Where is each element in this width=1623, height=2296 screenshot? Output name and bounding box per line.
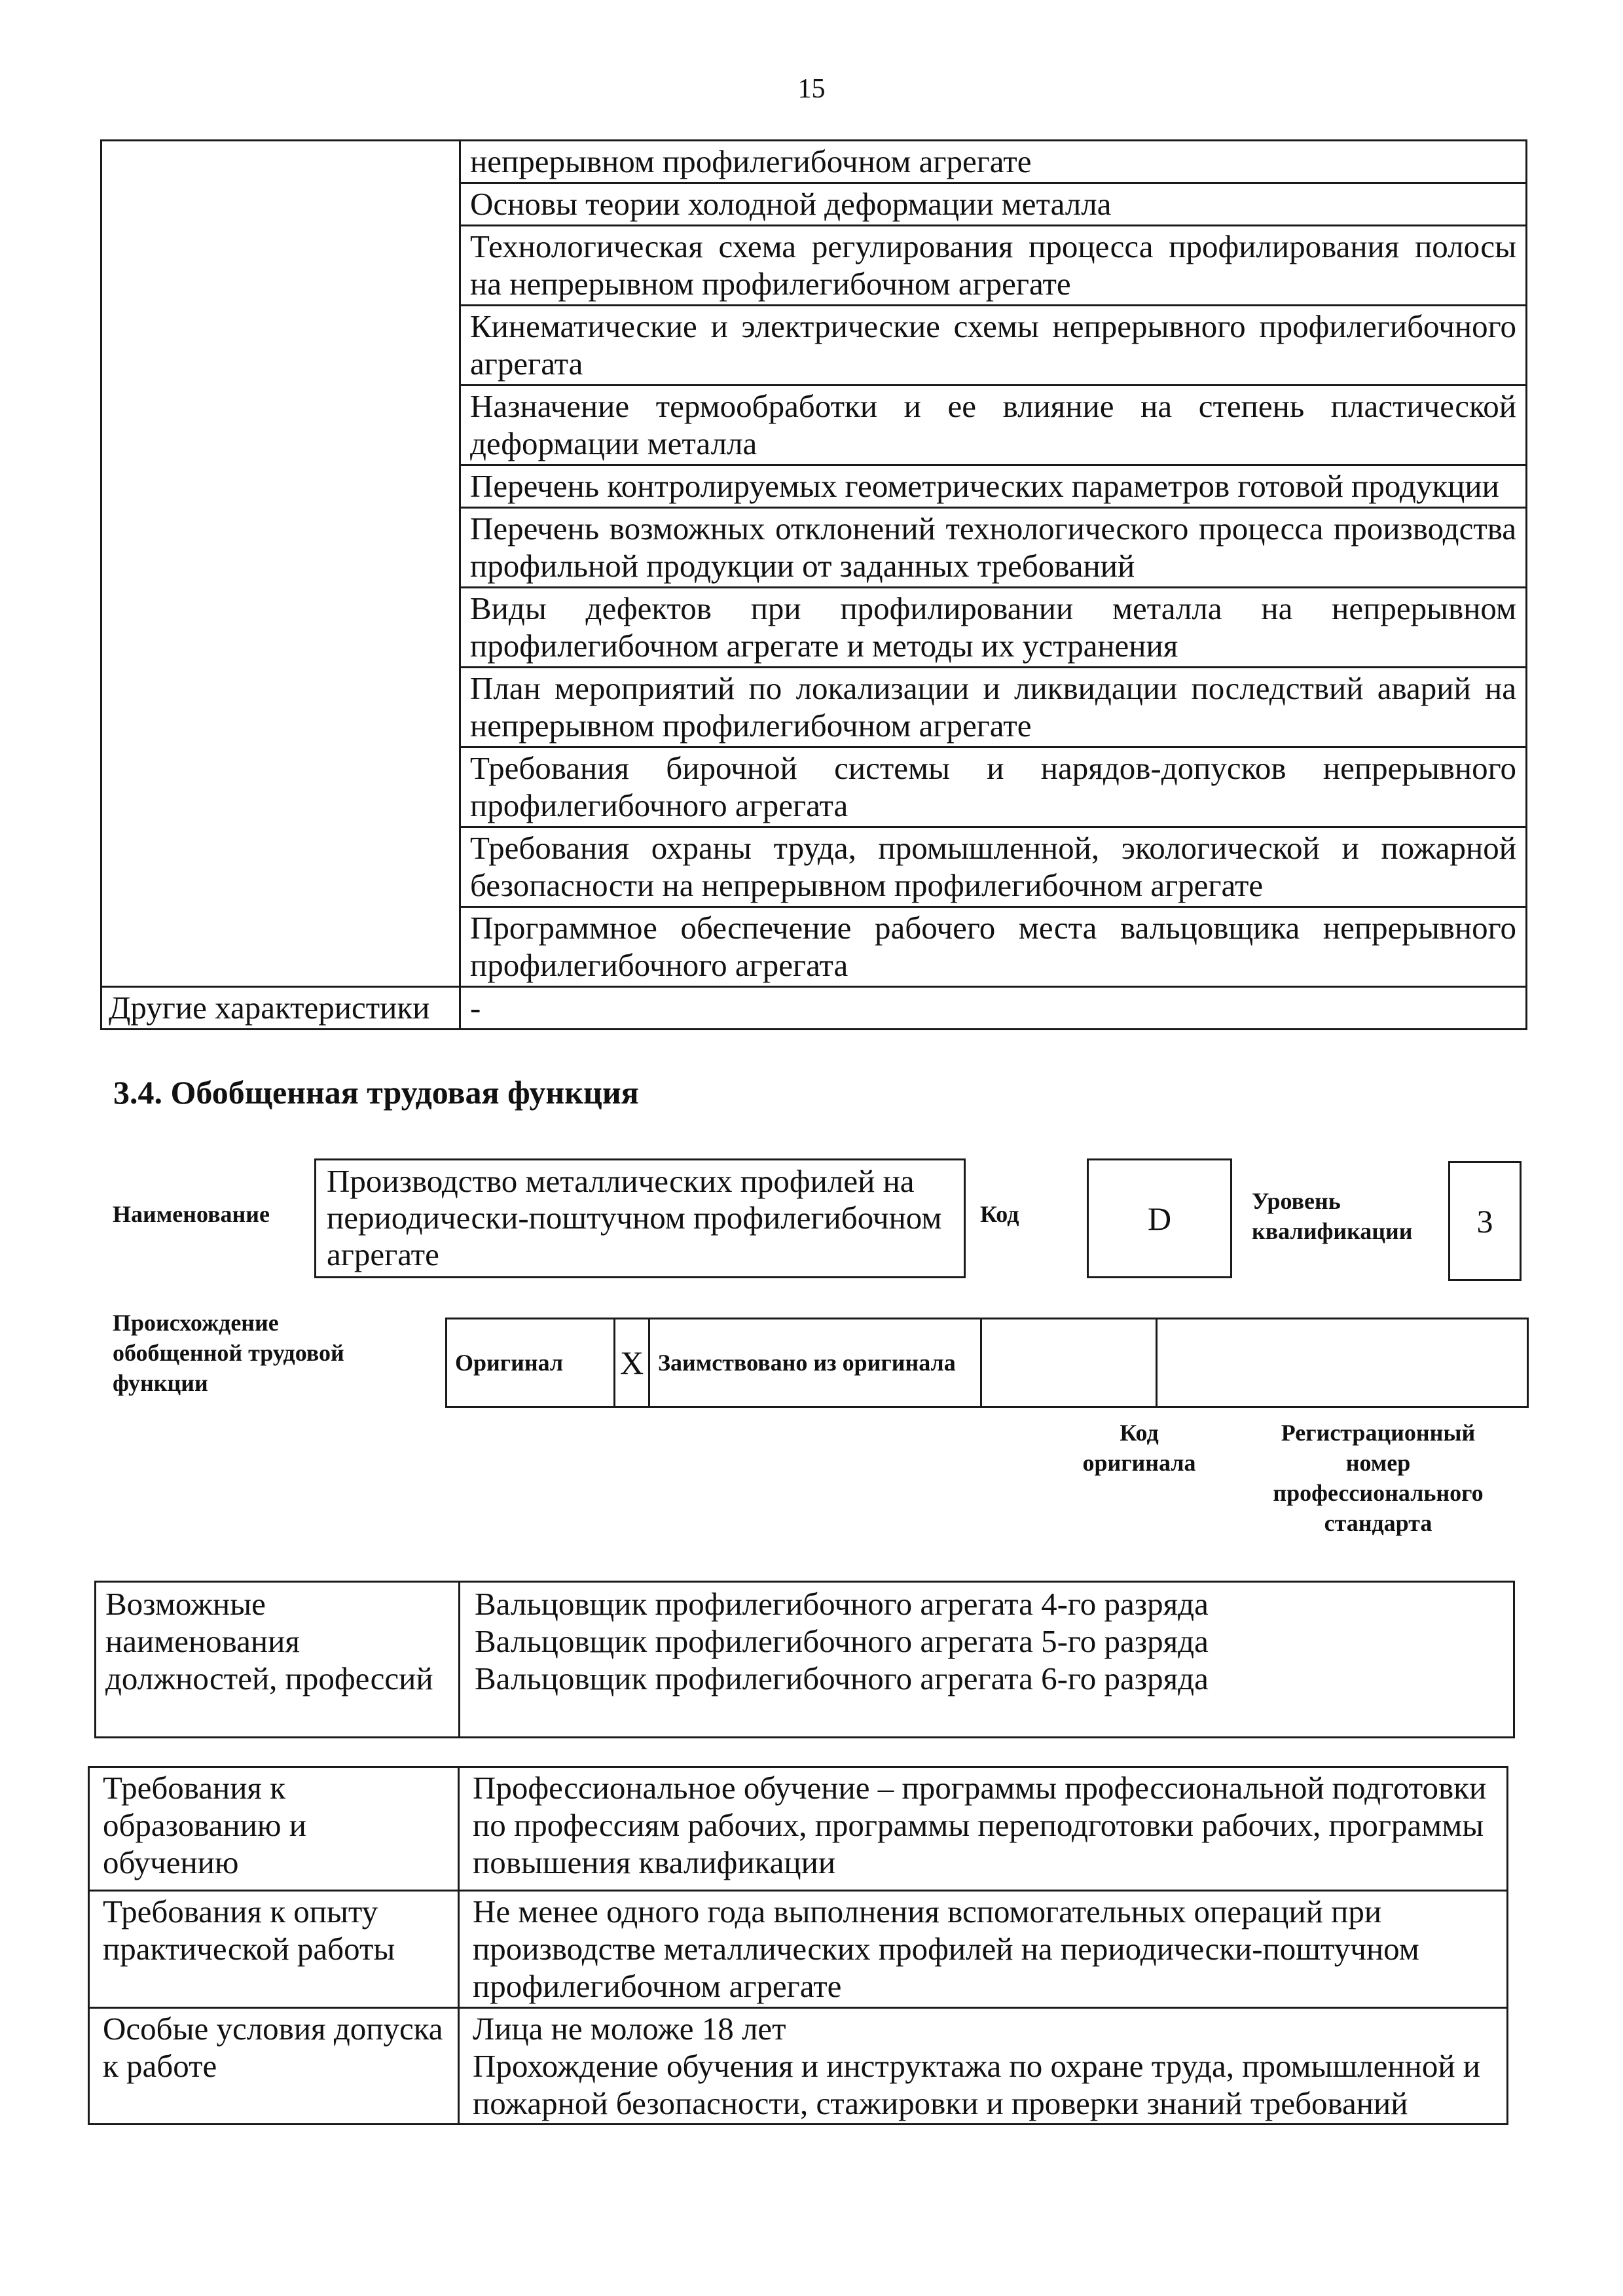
requirements-table (88, 1766, 1508, 2125)
registration-number-caption: Регистрационный номер профессионального стандарта (1273, 1420, 1484, 1536)
experience-label: Требования к опыту практической работы (89, 1891, 459, 2008)
knowledge-item: непрерывном профилегибочном агрегате (460, 141, 1527, 183)
origin-row (447, 1319, 1528, 1407)
page-number: 15 (797, 74, 826, 104)
original-mark: X (615, 1319, 649, 1407)
code-label: Код (980, 1201, 1019, 1227)
condition-item: Прохождение обучения и инструктажа по охране труда, промышленной и пожарной безопасности, стажировки и проверки знаний требований (473, 2048, 1481, 2121)
registration-number-cell (1157, 1319, 1528, 1407)
knowledge-item: Перечень контролируемых геометрических параметров готовой продукции (460, 465, 1527, 508)
code-value-box: D (1087, 1158, 1232, 1278)
knowledge-item: Требования бирочной системы и нарядов-допусков непрерывного профилегибочного агрегата (460, 747, 1527, 827)
knowledge-item: Технологическая схема регулирования процесса профилирования полосы на непрерывном профилегибочном агрегате (460, 226, 1527, 306)
original-code-caption: Код оригинала (1082, 1420, 1196, 1476)
origin-table (445, 1318, 1529, 1408)
education-value: Профессиональное обучение – программы профессиональной подготовки по профессиям рабочих, программы переподготовки рабочих, программы повышения квалификации (459, 1767, 1508, 1891)
function-name-box: Производство металлических профилей на периодически-поштучном профилегибочном агрегате (314, 1158, 966, 1278)
name-label: Наименование (113, 1201, 270, 1227)
position-item: Вальцовщик профилегибочного агрегата 6-го разряда (475, 1660, 1209, 1696)
positions-label: Возможные наименования должностей, профессий (96, 1582, 460, 1738)
qualification-level-label: Уровень квалификации (1252, 1188, 1413, 1244)
other-characteristics-label: Другие характеристики (101, 987, 460, 1030)
knowledge-item: Кинематические и электрические схемы непрерывного профилегибочного агрегата (460, 306, 1527, 386)
experience-row (89, 1891, 1508, 2008)
original-label: Оригинал (447, 1319, 615, 1407)
knowledge-item: Основы теории холодной деформации металла (460, 183, 1527, 226)
conditions-values (459, 2008, 1508, 2125)
knowledge-item: Программное обеспечение рабочего места вальцовщика непрерывного профилегибочного агрегата (460, 907, 1527, 987)
position-item: Вальцовщик профилегибочного агрегата 4-го разряда (475, 1586, 1209, 1622)
knowledge-item: План мероприятий по локализации и ликвидации последствий аварий на непрерывном профилегибочном агрегате (460, 668, 1527, 747)
education-row (89, 1767, 1508, 1891)
knowledge-item: Назначение термообработки и ее влияние на степень пластической деформации металла (460, 386, 1527, 465)
experience-value: Не менее одного года выполнения вспомогательных операций при производстве металлических профилей на периодически-поштучном профилегибочном агрегате (459, 1891, 1508, 2008)
other-characteristics-row (101, 987, 1527, 1030)
condition-item: Лица не моложе 18 лет (473, 2011, 786, 2047)
positions-table (94, 1581, 1515, 1738)
knowledge-left-cell (101, 141, 460, 987)
knowledge-item: Перечень возможных отклонений технологического процесса производства профильной продукции от заданных требований (460, 508, 1527, 588)
section-title: 3.4. Обобщенная трудовая функция (113, 1074, 639, 1111)
knowledge-table (100, 139, 1527, 1030)
position-item: Вальцовщик профилегибочного агрегата 5-го разряда (475, 1623, 1209, 1659)
education-label: Требования к образованию и обучению (89, 1767, 459, 1891)
qualification-level-box: 3 (1448, 1161, 1522, 1281)
conditions-row (89, 2008, 1508, 2125)
positions-values (460, 1582, 1514, 1738)
knowledge-row (101, 141, 1527, 183)
knowledge-item: Требования охраны труда, промышленной, экологической и пожарной безопасности на непрерывном профилегибочном агрегате (460, 827, 1527, 907)
positions-row (96, 1582, 1514, 1738)
knowledge-item: Виды дефектов при профилировании металла на непрерывном профилегибочном агрегате и методы их устранения (460, 588, 1527, 668)
borrowed-label: Заимствовано из оригинала (649, 1319, 981, 1407)
other-characteristics-value: - (460, 987, 1527, 1030)
origin-label: Происхождение обобщенной трудовой функции (113, 1310, 344, 1396)
original-code-cell (981, 1319, 1157, 1407)
conditions-label: Особые условия допуска к работе (89, 2008, 459, 2125)
